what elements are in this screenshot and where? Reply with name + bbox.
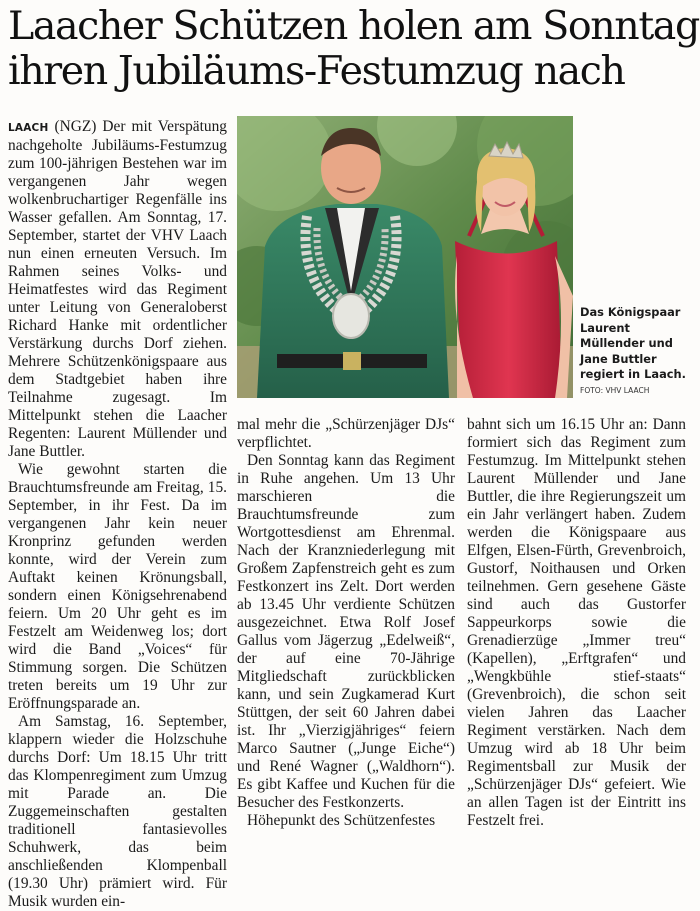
photo-caption: Das Königspaar Laurent Müllender und Jane Buttler regiert in Laach. [580,305,686,381]
headline [8,3,699,94]
article-paragraph: bahnt sich um 16.15 Uhr an: Dann formiert sich das Regiment zum Festumzug. Im Mittelpunkt stehen Laurent Müllender und Jane Buttler, die ihre Regierungszeit um ein Jahr verlängert haben. Zudem werden die Königspaare aus Elfgen, Elsen-Fürth, Grevenbroich, Gustorf, Noithausen und Orken teilnehmen. Gern gesehene Gäste sind auch das Gustorfer Sappeurkorps sowie die Grenadierzüge „Immer treu“ (Kapellen), „Erftgrafen“ und „Wengkbühle stief-staats“ (Grevenbroich), die schon seit vielen Jahren das Laacher Regiment verstärken. Nach dem Umzug wird ab 18 Uhr beim Regimentsball zur Musik der „Schürzenjäger DJs“ gefeiert. Wie an allen Tagen ist der Eintritt ins Festzelt frei. [467,416,686,829]
dateline: LAACH [8,122,49,134]
article-paragraph: Den Sonntag kann das Regiment in Ruhe angehen. Um 13 Uhr marschieren die Brauchtumsfreunde zum Wortgottesdienst am Ehrenmal. Nach der Kranzniederlegung mit Großem Zapfenstreich geht es zum Festkonzert ins Zelt. Dort werden ab 13.45 Uhr verdiente Schützen ausgezeichnet. Etwa Rolf Josef Gallus vom Jägerzug „Edelweiß“, der auf eine 70-Jährige Mitgliedschaft zurückblicken kann, und sein Zugkamerad Kurt Stüttgen, der seit 60 Jahren dabei ist. Ihr „Vierzigjähriges“ feiern Marco Sautner („Junge Eiche“) und René Wagner („Waldhorn“). Es gibt Kaffee und Kuchen für die Besucher des Festkonzerts. [237,452,455,811]
article-column-1 [8,118,227,911]
photo-credit: FOTO: VHV LAACH [580,386,650,395]
article-column-3 [467,416,686,830]
headline-line-2: ihren Jubiläums-Festumzug nach [8,48,625,94]
headline-line-1: Laacher Schützen holen am Sonntag [8,3,699,49]
article-paragraph: Höhepunkt des Schützenfestes [247,812,436,829]
article-paragraph: Wie gewohnt starten die Brauchtumsfreunde am Freitag, 15. September, in ihr Fest. Da im vergangenen Jahr kein neuer Kronprinz gefunden werden konnte, wird der Verein zum Auftakt keinen Krönungsball, sondern einen Königsehrenabend feiern. Um 20 Uhr geht es im Festzelt am Weidenweg los; dort wird die Band „Voices“ für Stimmung sorgen. Die Schützen treten bereits um 19 Uhr zur Eröffnungsparade an. [8,461,227,712]
article-column-2 [237,416,455,830]
paragraph-text: (NGZ) Der mit Verspätung nachgeholte Jubiläums-Festumzug zum 100-jährigen Bestehen war im vergangenen Jahr wegen wolkenbruchartiger Regenfälle ins Wasser gefallen. Am Sonntag, 17. September, startet der VHV Laach nun einen erneuten Versuch. Im Rahmen seines Volks- und Heimatfestes wird das Regiment unter Leitung von Generaloberst Richard Hanke mit ordentlicher Verstärkung durchs Dorf ziehen. Mehrere Schützenkönigspaare aus dem Stadtgebiet haben ihre Teilnahme zugesagt. Im Mittelpunkt stehen die Laacher Regenten: Laurent Müllender und Jane Buttler. [8,118,227,460]
article-paragraph: Am Samstag, 16. September, klappern wieder die Holzschuhe durchs Dorf: Um 18.15 Uhr tritt das Klompenregiment zum Umzug mit Parade an. Die Zuggemeinschaften gestalten traditionell fantasievolles Schuhwerk, das beim anschließenden Klompenball (19.30 Uhr) prämiert wird. Für Musik wurden ein- [8,713,227,910]
royal-couple-photo [237,116,573,398]
article-paragraph [8,118,227,461]
article-paragraph: mal mehr die „Schürzenjäger DJs“ verpflichtet. [237,416,455,451]
